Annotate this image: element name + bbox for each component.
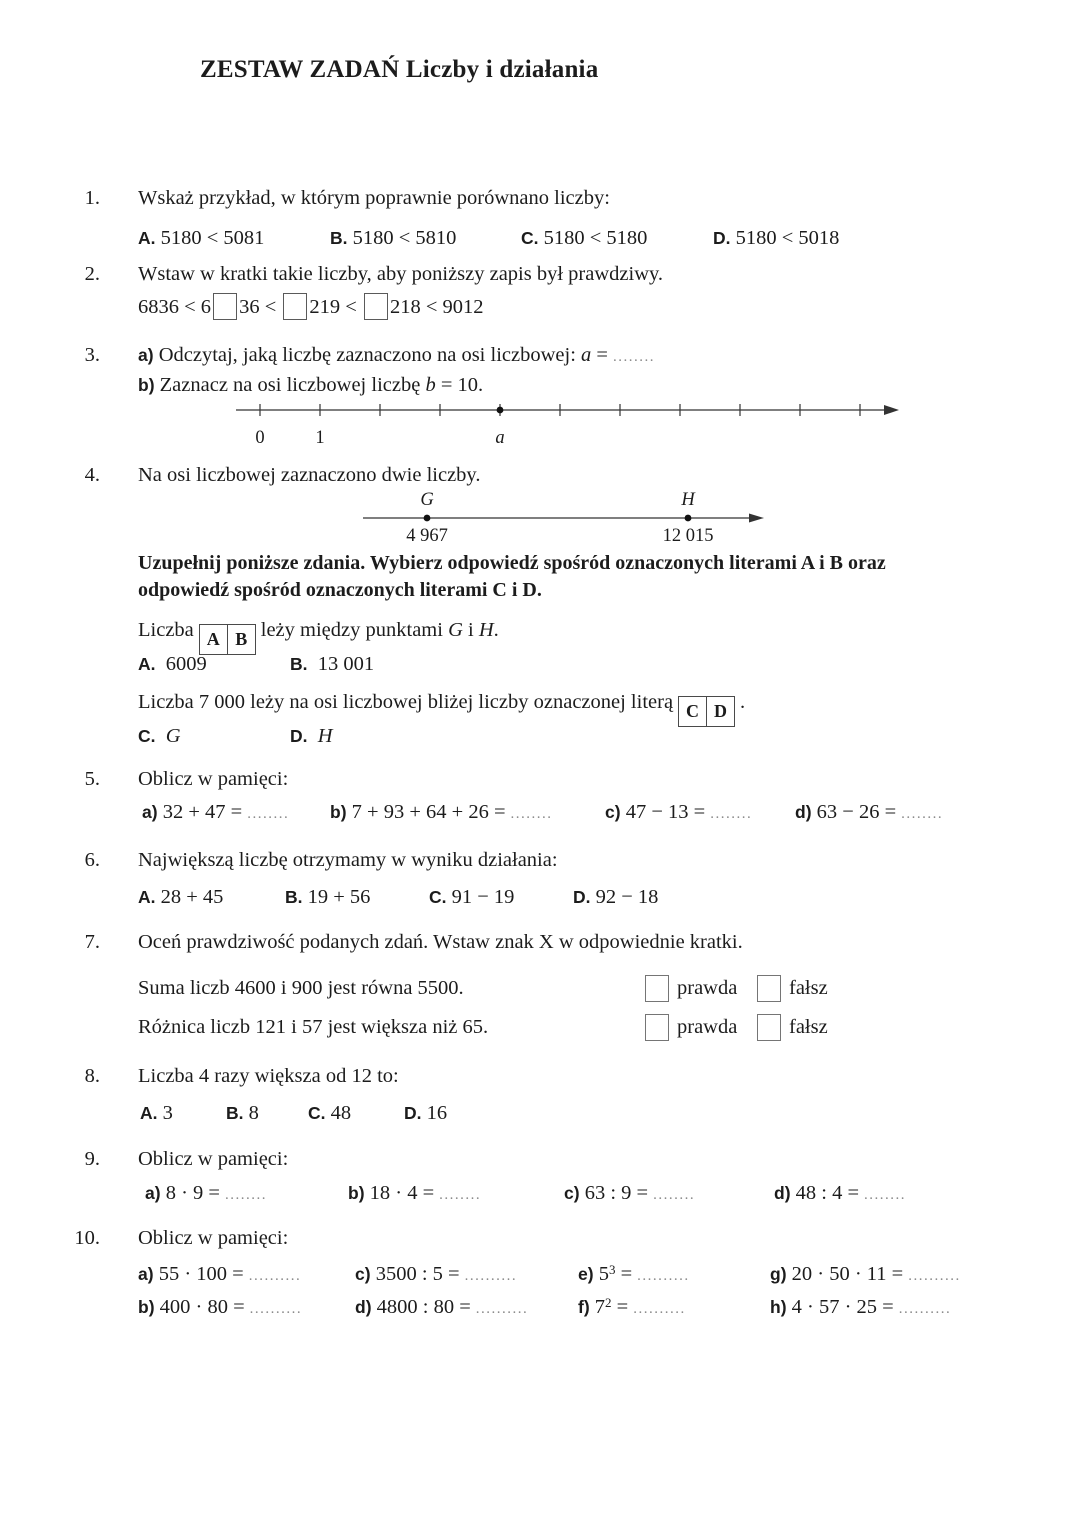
answer-blank[interactable]: ........ [439, 1187, 482, 1203]
answer-blank[interactable]: .......... [633, 1301, 686, 1317]
answer-blank[interactable]: ........ [864, 1187, 907, 1203]
choice-box-cd [678, 696, 735, 727]
option-value: 5180 < 5180 [543, 227, 648, 249]
point-ref-g: G [448, 619, 463, 641]
marked-point-g [424, 515, 431, 522]
option-d [713, 227, 839, 250]
option-c [429, 886, 514, 909]
item-letter: c) [564, 1183, 580, 1203]
option-letter: B. [330, 228, 348, 248]
item-b [138, 1296, 302, 1319]
power-base: 5 [598, 1263, 609, 1285]
option-letter: B. [285, 887, 303, 907]
inequality-expression [138, 293, 484, 320]
instruction-line-1: Uzupełnij poniższe zdania. Wybierz odpowiedź spośród oznaczonych literami A i B oraz [138, 552, 886, 574]
question-number: 4. [84, 464, 100, 486]
checkbox-true-label: prawda [677, 1016, 738, 1038]
option-c [521, 227, 647, 250]
answer-blank[interactable]: .......... [908, 1268, 961, 1284]
equals-sign: = [596, 344, 608, 366]
sentence-middle: leży między punktami [260, 619, 443, 641]
point-ref-h: H [478, 619, 494, 641]
sentence-end: . [493, 619, 499, 641]
marked-point-h [685, 515, 692, 522]
option-letter: A. [140, 1103, 158, 1123]
power-exponent: 2 [605, 1295, 612, 1310]
answer-blank[interactable]: .......... [464, 1268, 518, 1284]
option-value: 19 + 56 [307, 886, 371, 908]
item-letter: a) [138, 1264, 154, 1284]
item-expression: 4 · 57 · 25 = [791, 1296, 894, 1318]
point-label-h: H [681, 490, 695, 510]
choice-cell-a[interactable]: A [206, 629, 220, 649]
question-text: Wskaż przykład, w którym poprawnie porównano liczby: [138, 187, 610, 209]
checkbox-false[interactable] [757, 1014, 781, 1041]
item-expression: 63 − 26 = [816, 801, 897, 823]
question-number: 5. [84, 768, 100, 790]
item-expression: 400 · 80 = [159, 1296, 245, 1318]
statement-text: Różnica liczb 121 i 57 jest większa niż 65. [138, 1016, 489, 1038]
choice-cell-d[interactable]: D [706, 697, 734, 726]
checkbox-false-label: fałsz [789, 1016, 828, 1038]
item-d [774, 1182, 906, 1205]
number-line-q3 [228, 396, 928, 448]
item-c [355, 1263, 517, 1286]
tick-label-0: 0 [255, 428, 265, 448]
item-letter: a) [145, 1183, 161, 1203]
answer-blank[interactable]: .......... [248, 1268, 302, 1284]
checkbox-true[interactable] [645, 975, 669, 1002]
option-a [138, 886, 223, 909]
item-letter: g) [770, 1264, 787, 1284]
question-text: Oblicz w pamięci: [138, 1148, 289, 1170]
question-text: Największą liczbę otrzymamy w wyniku działania: [138, 849, 558, 871]
sentence-ab [138, 619, 499, 655]
option-value: 91 − 19 [451, 886, 515, 908]
option-value: 3 [162, 1102, 173, 1124]
item-expression: 3500 : 5 = [375, 1263, 460, 1285]
option-c [308, 1102, 351, 1125]
item-expression: = [616, 1296, 629, 1318]
item-expression: 55 · 100 = [158, 1263, 244, 1285]
item-a [142, 801, 289, 824]
checkbox-false-label: fałsz [789, 977, 828, 999]
option-value: 8 [248, 1102, 259, 1124]
answer-blank[interactable]: ........ [612, 349, 655, 365]
question-text: Oblicz w pamięci: [138, 768, 289, 790]
expression-part: 6836 < 6 [138, 296, 212, 318]
option-letter: D. [404, 1103, 422, 1123]
item-letter: h) [770, 1297, 787, 1317]
variable-a: a [581, 344, 592, 366]
answer-blank[interactable]: ........ [710, 806, 753, 822]
option-a [138, 653, 207, 676]
option-a [140, 1102, 173, 1125]
question-number: 3. [84, 344, 100, 366]
sentence-start: Liczba 7 000 leży na osi liczbowej bliżej liczby oznaczonej literą [138, 691, 674, 713]
item-expression: 32 + 47 = [162, 801, 243, 823]
answer-blank[interactable]: .......... [475, 1301, 529, 1317]
sentence-end: . [740, 691, 746, 713]
sentence-cd [138, 691, 745, 727]
variable-b: b [425, 374, 436, 396]
point-value-h: 12 015 [662, 526, 714, 546]
axis-arrow-icon [749, 514, 764, 523]
checkbox-true[interactable] [645, 1014, 669, 1041]
option-value: 5180 < 5018 [735, 227, 840, 249]
item-g [770, 1263, 961, 1286]
subquestion-a [138, 344, 655, 367]
option-value: H [317, 725, 333, 747]
answer-box[interactable] [213, 293, 237, 320]
item-letter: b) [138, 1297, 155, 1317]
tick-label-a: a [495, 428, 505, 448]
option-a [138, 227, 264, 250]
option-value: 16 [426, 1102, 448, 1124]
option-c [138, 725, 181, 748]
statement-text: Suma liczb 4600 i 900 jest równa 5500. [138, 977, 464, 999]
question-number: 10. [74, 1227, 100, 1249]
item-b [330, 801, 553, 824]
question-number: 1. [84, 187, 100, 209]
expression-part: 36 < [239, 296, 277, 318]
option-letter: C. [521, 228, 539, 248]
question-text: Oceń prawdziwość podanych zdań. Wstaw znak X w odpowiednie kratki. [138, 931, 743, 953]
option-letter: B. [226, 1103, 244, 1123]
choice-cell-b[interactable]: B [227, 625, 255, 654]
option-value: 13 001 [317, 653, 375, 675]
item-expression: 7 + 93 + 64 + 26 = [351, 801, 506, 823]
option-value: G [165, 725, 181, 747]
question-text: Na osi liczbowej zaznaczono dwie liczby. [138, 464, 481, 486]
point-value-g: 4 967 [406, 526, 448, 546]
option-letter: D. [290, 726, 308, 746]
item-letter: f) [578, 1297, 590, 1317]
checkbox-true-label: prawda [677, 977, 738, 999]
choice-cell-c[interactable]: C [686, 701, 700, 721]
item-letter: d) [355, 1297, 372, 1317]
item-letter: d) [774, 1183, 791, 1203]
item-a [145, 1182, 267, 1205]
equals-value: = 10. [440, 374, 484, 396]
checkbox-false[interactable] [757, 975, 781, 1002]
item-expression: 8 · 9 = [165, 1182, 220, 1204]
answer-blank[interactable]: ........ [510, 806, 553, 822]
expression-part: 219 < [309, 296, 357, 318]
option-letter: C. [308, 1103, 326, 1123]
option-b [226, 1102, 259, 1125]
option-d [404, 1102, 447, 1125]
power-base: 7 [594, 1296, 606, 1318]
answer-blank[interactable]: .......... [898, 1301, 952, 1317]
question-text: Oblicz w pamięci: [138, 1227, 289, 1249]
option-b [330, 227, 456, 250]
option-letter: A. [138, 654, 156, 674]
answer-blank[interactable]: .......... [637, 1268, 690, 1284]
item-expression: 63 : 9 = [584, 1182, 649, 1204]
item-letter: e) [578, 1264, 594, 1284]
item-a [138, 1263, 301, 1286]
axis-arrow-icon [884, 405, 899, 415]
instruction-line-2: odpowiedź spośród oznaczonych literami C i D. [138, 579, 542, 601]
option-value: 28 + 45 [160, 886, 224, 908]
item-f [578, 1296, 686, 1319]
option-value: 92 − 18 [595, 886, 659, 908]
item-letter: c) [605, 802, 621, 822]
option-letter: C. [429, 887, 447, 907]
item-letter: b) [330, 802, 347, 822]
number-line-q4 [355, 487, 785, 547]
answer-blank[interactable]: ........ [247, 806, 290, 822]
item-e [578, 1263, 690, 1286]
item-expression: 48 : 4 = [795, 1182, 860, 1204]
item-expression: 18 · 4 = [369, 1182, 435, 1204]
answer-blank[interactable]: ........ [901, 806, 944, 822]
conjunction: i [468, 619, 474, 641]
question-number: 9. [84, 1148, 100, 1170]
item-d [795, 801, 943, 824]
item-expression: = [620, 1263, 633, 1285]
answer-blank[interactable]: .......... [249, 1301, 303, 1317]
option-letter: B. [290, 654, 308, 674]
option-b [285, 886, 370, 909]
option-b [290, 653, 374, 676]
question-number: 7. [84, 931, 100, 953]
item-b [348, 1182, 481, 1205]
answer-box[interactable] [364, 293, 388, 320]
item-d [355, 1296, 528, 1319]
option-letter: D. [713, 228, 731, 248]
subquestion-b [138, 374, 483, 397]
question-text: Liczba 4 razy większa od 12 to: [138, 1065, 399, 1087]
expression-part: 218 < 9012 [389, 296, 484, 318]
answer-blank[interactable]: ........ [653, 1187, 696, 1203]
tick-label-1: 1 [315, 428, 325, 448]
option-value: 5180 < 5810 [352, 227, 457, 249]
page-title: ZESTAW ZADAŃ Liczby i działania [200, 56, 599, 83]
item-expression: 47 − 13 = [625, 801, 706, 823]
option-value: 48 [330, 1102, 352, 1124]
option-letter: C. [138, 726, 156, 746]
option-letter: D. [573, 887, 591, 907]
option-value: 6009 [165, 653, 207, 675]
option-d [290, 725, 333, 748]
question-number: 6. [84, 849, 100, 871]
question-number: 2. [84, 263, 100, 285]
answer-box[interactable] [283, 293, 307, 320]
item-letter: d) [795, 802, 812, 822]
subquestion-a-text: Odczytaj, jaką liczbę zaznaczono na osi liczbowej: [158, 344, 576, 366]
option-letter: A. [138, 228, 156, 248]
choice-box-ab [199, 624, 256, 655]
question-number: 8. [84, 1065, 100, 1087]
item-letter: a) [142, 802, 158, 822]
item-c [564, 1182, 695, 1205]
question-text: Wstaw w kratki takie liczby, aby poniższy zapis był prawdziwy. [138, 263, 664, 285]
power-exponent: 3 [608, 1262, 616, 1277]
option-d [573, 886, 658, 909]
subquestion-b-text: Zaznacz na osi liczbowej liczbę [159, 374, 421, 396]
item-h [770, 1296, 951, 1319]
option-value: 5180 < 5081 [160, 227, 265, 249]
item-letter: a) [138, 345, 154, 365]
marked-point-a [497, 407, 504, 414]
answer-blank[interactable]: ........ [224, 1187, 267, 1203]
item-letter: b) [348, 1183, 365, 1203]
point-label-g: G [420, 490, 434, 510]
item-expression: 4800 : 80 = [376, 1296, 471, 1318]
item-c [605, 801, 752, 824]
option-letter: A. [138, 887, 156, 907]
sentence-start: Liczba [138, 619, 194, 641]
item-letter: b) [138, 375, 155, 395]
item-letter: c) [355, 1264, 371, 1284]
item-expression: 20 · 50 · 11 = [791, 1263, 904, 1285]
